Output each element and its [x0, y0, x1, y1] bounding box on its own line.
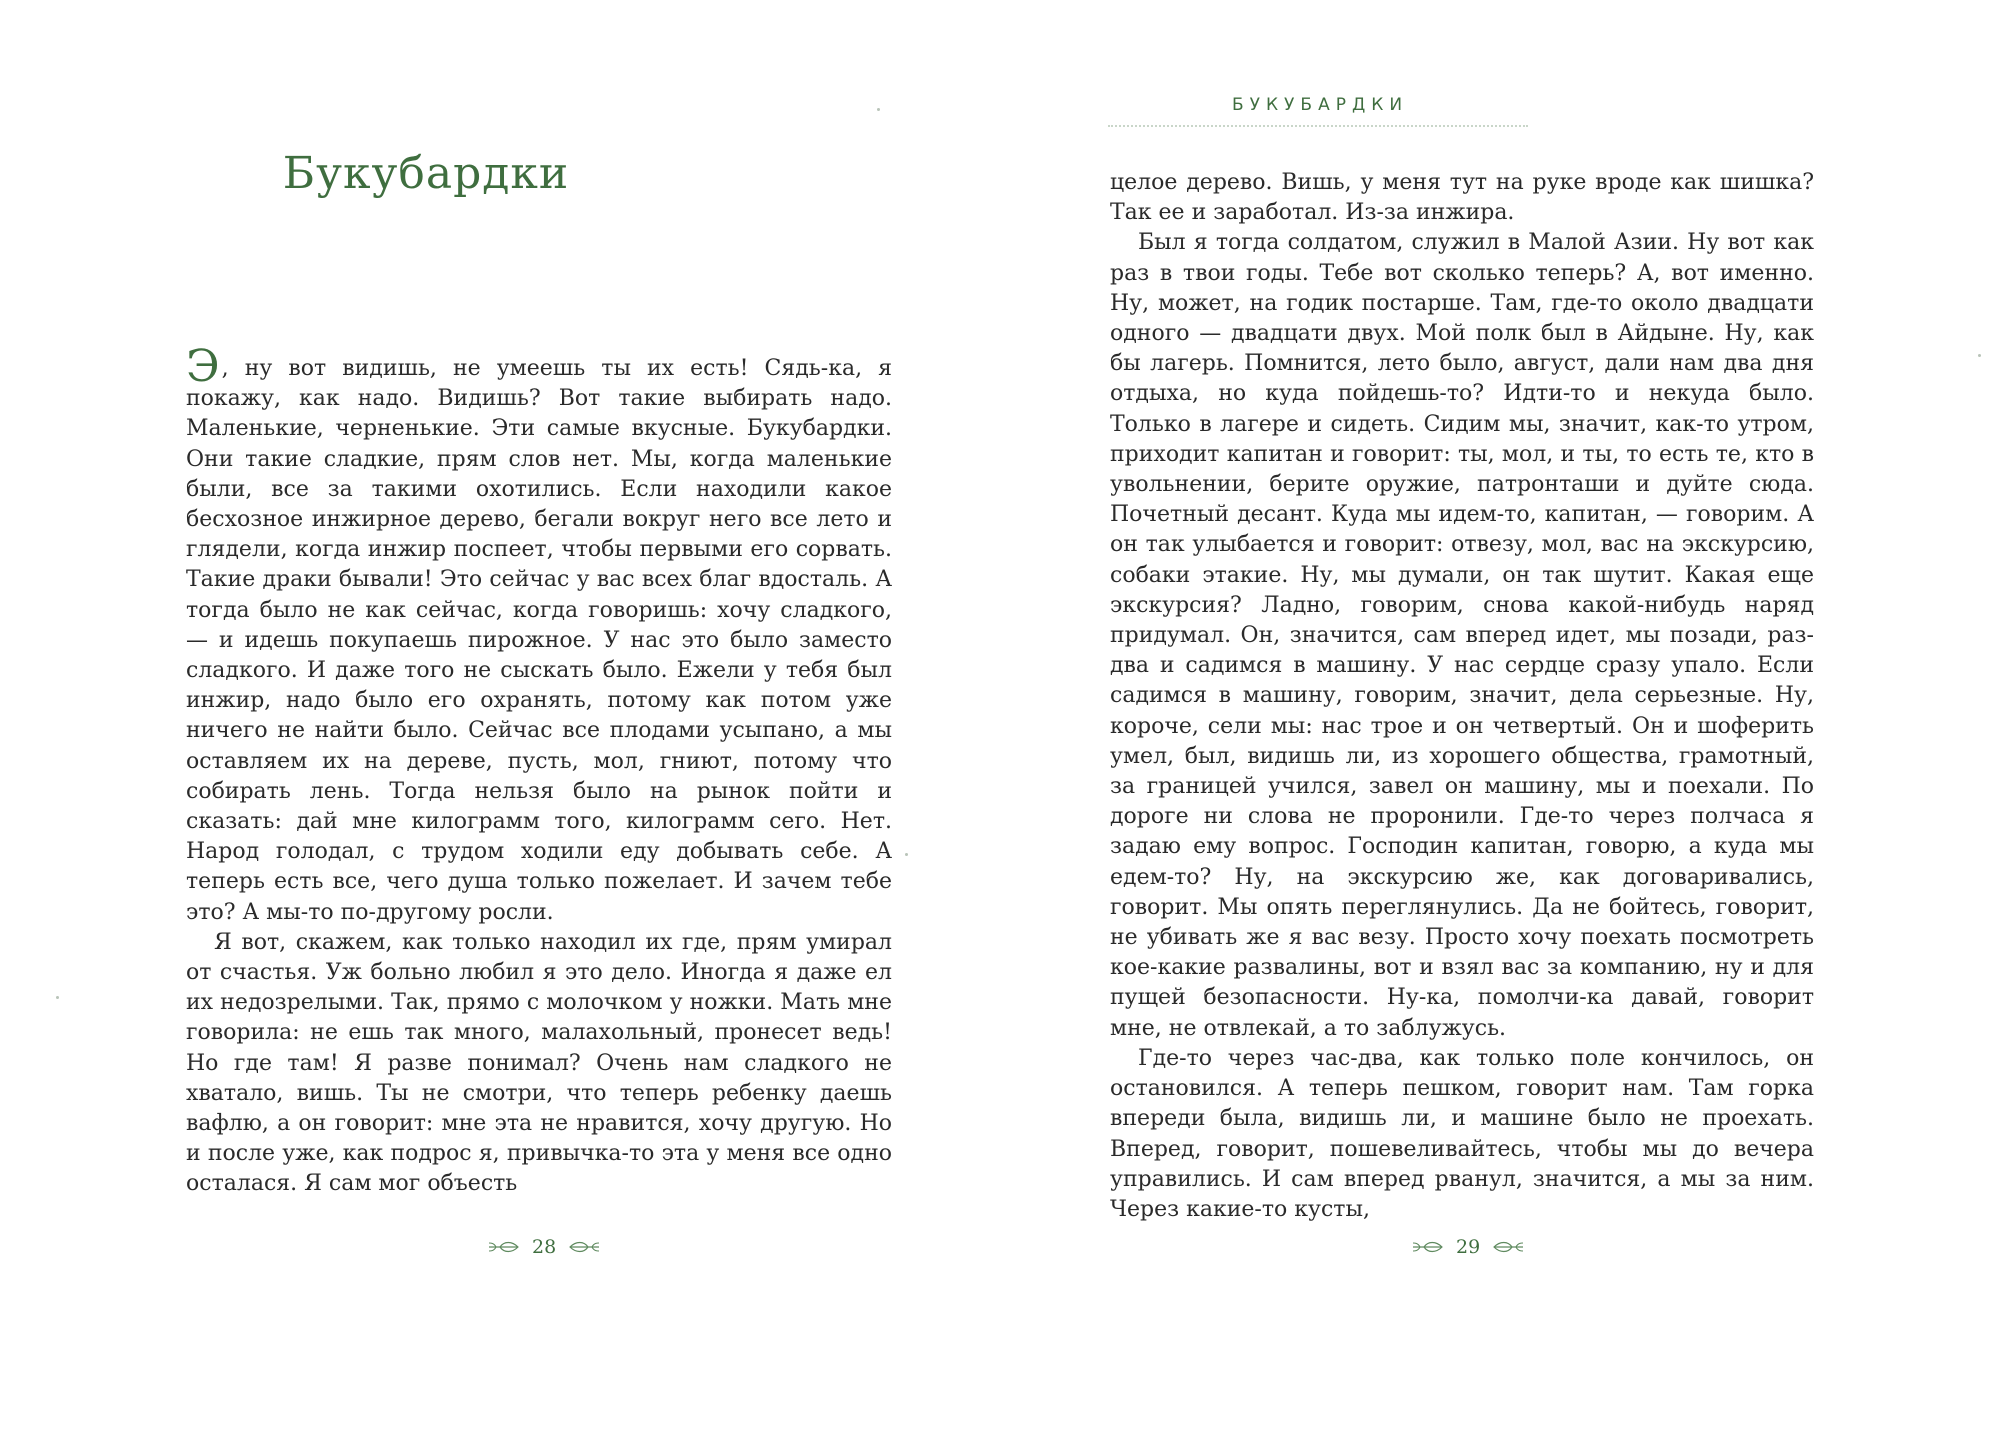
- paragraph: Где-то через час-два, как только поле кончилось, он остановился. А теперь пешком, говорит нам. Там горка впереди была, видишь ли, и машине было не проехать. Вперед, говорит, пошевеливайтесь, чтобы мы до вечера управились. И сам вперед рванул, значится, а мы за ним. Через какие-то кусты,: [1110, 1045, 1814, 1222]
- page-number-right: [1412, 1232, 1524, 1262]
- paragraph-text: , ну вот видишь, не умеешь ты их есть! Сядь-ка, я покажу, как надо. Видишь? Вот такие выбирать надо. Маленькие, черненькие. Эти самые вкусные. Букубардки. Они такие сладкие, прям слов нет. Мы, когда маленькие были, все за такими охотились. Если находили какое бесхозное инжирное дерево, бегали вокруг него все лето и глядели, когда инжир поспеет, чтобы первыми его сорвать. Такие драки бывали! Это сейчас у вас всех благ вдосталь. А тогда было не как сейчас, когда говоришь: хочу сладкого, — и идешь покупаешь пирожное. У нас это было заместо сладкого. И даже того не сыскать было. Ежели у тебя был инжир, надо было его охранять, потому как потом уже ничего не найти было. Сейчас все плодами усыпано, а мы оставляем их на дереве, пусть, мол, гниют, потому что собирать лень. Тогда нельзя было на рынок пойти и сказать: дай мне килограмм того, килограмм сего. Нет. Народ голодал, с трудом ходили еду добывать себе. А теперь есть все, чего душа только пожелает. И зачем тебе это? А мы-то по-другому росли.: [186, 356, 892, 925]
- page-number: 29: [1456, 1236, 1481, 1258]
- leaf-ornament-right-icon: [562, 1240, 600, 1254]
- paragraph: Я вот, скажем, как только находил их где, прям умирал от счастья. Уж больно любил я это дело. Иногда я даже ел их недозрелыми. Так, прямо с молочком у ножки. Мать мне говорила: не ешь так много, малахольный, пронесет ведь! Но где там! Я разве понимал? Очень нам сладкого не хватало, вишь. Ты не смотри, что теперь ребенку даешь вафлю, а он говорит: мне эта не нравится, хочу другую. Но и после уже, как подрос я, привычка-то эта у меня все одно осталася. Я сам мог объесть: [186, 929, 892, 1197]
- running-head: БУКУБАРДКИ: [1231, 95, 1409, 115]
- leaf-ornament-left-icon: [1412, 1240, 1450, 1254]
- paper-speck: [56, 996, 59, 999]
- paper-speck: [1978, 354, 1981, 357]
- paper-speck: [877, 108, 880, 111]
- paragraph: Был я тогда солдатом, служил в Малой Азии. Ну вот как раз в твои годы. Тебе вот сколько теперь? А, вот именно. Ну, может, на годик постарше. Там, где-то около двадцати одного — двадцати двух. Мой полк был в Айдыне. Ну, как бы лагерь. Помнится, лето было, август, дали нам два дня отдыха, но куда пойдешь-то? Идти-то и некуда было. Только в лагере и сидеть. Сидим мы, значит, как-то утром, приходит капитан и говорит: ты, мол, и ты, то есть те, кто в увольнении, берите оружие, патронташи и дуйте сюда. Почетный десант. Куда мы идем-то, капитан, — говорим. А он так улыбается и говорит: отвезу, мол, вас на экскурсию, собаки этакие. Ну, мы думали, он так шутит. Какая еще экскурсия? Ладно, говорим, снова какой-нибудь наряд придумал. Он, значится, сам вперед идет, мы позади, раз-два и садимся в машину. У нас сердце сразу упало. Если садимся в машину, говорим, значит, дела серьезные. Ну, короче, сели мы: нас трое и он четвертый. Он и шоферить умел, был, видишь ли, из хорошего общества, грамотный, за границей учился, завел он машину, мы и поехали. По дороге ни слова не проронили. Где-то через полчаса я задаю ему вопрос. Господин капитан, говорю, а куда мы едем-то? Ну, на экскурсию же, как договаривались, говорит. Мы опять переглянулись. Да не бойтесь, говорит, не убивать же я вас везу. Просто хочу поехать посмотреть кое-какие развалины, вот и взял вас за компанию, ну и для пущей безопасности. Ну-ка, помолчи-ка давай, говорит мне, не отвлекай, а то заблужусь.: [1110, 230, 1814, 1041]
- page-number: 28: [532, 1236, 557, 1258]
- leaf-ornament-right-icon: [1486, 1240, 1524, 1254]
- paragraph: целое дерево. Вишь, у меня тут на руке вроде как шишка? Так ее и заработал. Из-за инжира.: [1110, 170, 1814, 226]
- page-number-left: [488, 1232, 600, 1262]
- chapter-title: Букубардки: [282, 148, 570, 199]
- paper-speck: [905, 853, 908, 856]
- paragraph: [186, 341, 892, 928]
- right-page-text: [1110, 168, 1814, 1225]
- drop-cap: Э: [186, 341, 220, 392]
- leaf-ornament-left-icon: [488, 1240, 526, 1254]
- left-page-text: [186, 341, 892, 1200]
- running-head-rule: [1108, 125, 1528, 127]
